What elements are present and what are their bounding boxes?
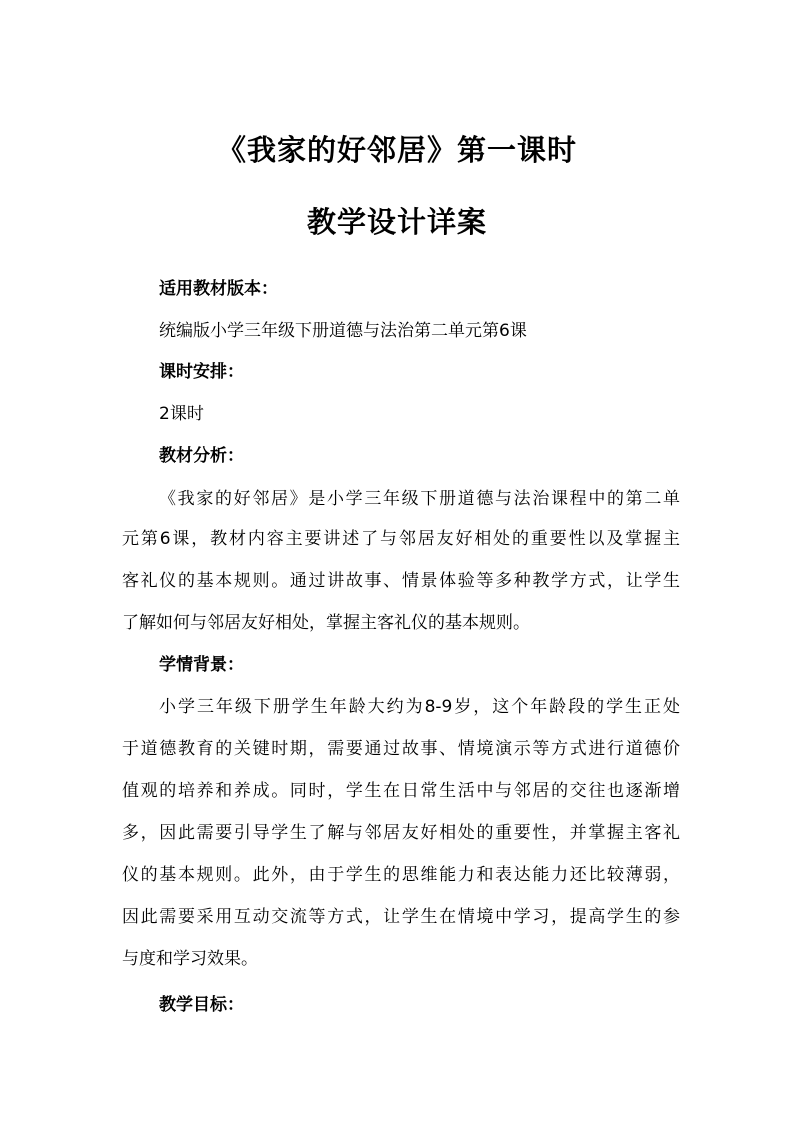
paragraph-line: 仪的基本规则。此外，由于学生的思维能力和表达能力还比较薄弱， [122,865,680,885]
document-subtitle: 教学设计详案 [306,205,487,239]
paragraph-line: 了解如何与邻居友好相处，掌握主客礼仪的基本规则。 [122,613,530,633]
section-heading-analysis: 教材分析： [159,446,244,466]
paragraph-line: 与度和学习效果。 [122,949,258,969]
schedule-text: 2课时 [159,404,204,424]
section-heading-schedule: 课时安排： [159,362,244,382]
paragraph-line: 因此需要采用互动交流等方式，让学生在情境中学习，提高学生的参 [122,907,680,927]
paragraph-line: 值观的培养和养成。同时，学生在日常生活中与邻居的交往也逐渐增 [122,781,680,801]
section-heading-background: 学情背景： [159,655,244,675]
paragraph-line: 《我家的好邻居》是小学三年级下册道德与法治课程中的第二单 [159,489,680,509]
paragraph-line: 小学三年级下册学生年龄大约为8-9岁，这个年龄段的学生正处 [159,697,680,717]
paragraph-line: 多，因此需要引导学生了解与邻居友好相处的重要性，并掌握主客礼 [122,823,680,843]
paragraph-line: 元第6课，教材内容主要讲述了与邻居友好相处的重要性以及掌握主 [122,529,680,549]
textbook-version-text: 统编版小学三年级下册道德与法治第二单元第6课 [159,321,527,341]
section-heading-goals: 教学目标： [159,995,244,1015]
paragraph-line: 于道德教育的关键时期，需要通过故事、情境演示等方式进行道德价 [122,739,680,759]
section-heading-textbook-version: 适用教材版本： [159,279,278,299]
paragraph-line: 客礼仪的基本规则。通过讲故事、情景体验等多种教学方式，让学生 [122,571,680,591]
document-title: 《我家的好邻居》第一课时 [216,133,577,167]
